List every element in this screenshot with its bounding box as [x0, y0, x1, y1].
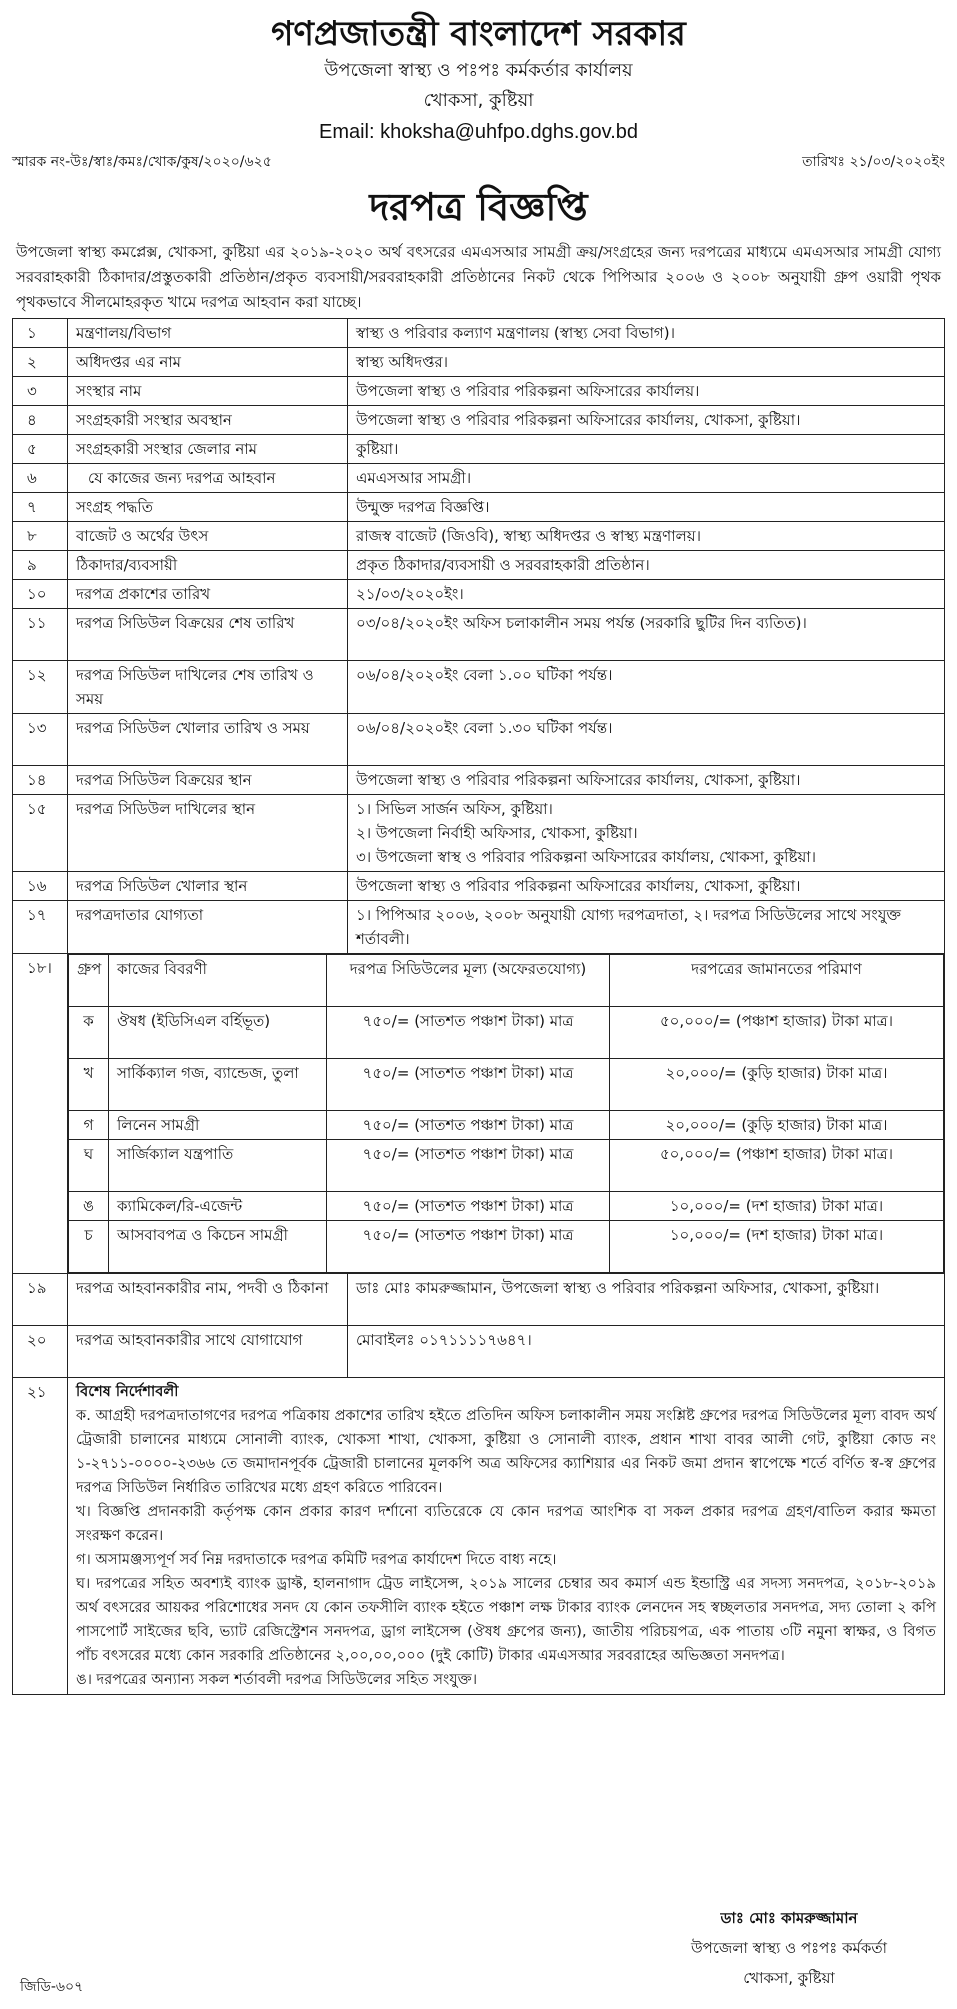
row-value: উপজেলা স্বাস্থ্য ও পরিবার পরিকল্পনা অফিসারের কার্যালয়, খোকসা, কুষ্টিয়া। — [348, 872, 945, 901]
row-label: দরপত্র সিডিউল দাখিলের স্থান — [68, 795, 348, 872]
group-fee: ৭৫০/= (সাতশত পঞ্চাশ টাকা) মাত্র — [327, 1140, 610, 1192]
group-table — [68, 954, 944, 1273]
row-value: ২১/০৩/২০২০ইং। — [348, 580, 945, 609]
instruction-umo: ঙ। দরপত্রের অন্যান্য সকল শর্তাবলী দরপত্র সিডিউলের সহিত সংযুক্ত। — [76, 1671, 478, 1688]
group-row — [69, 1059, 944, 1111]
office-location: খোকসা, কুষ্টিয়া — [423, 90, 534, 111]
table-row — [13, 406, 945, 435]
row-label: দরপত্র সিডিউল দাখিলের শেষ তারিখ ও সময় — [68, 661, 348, 714]
group-row — [69, 1007, 944, 1059]
row-value: ০৬/০৪/২০২০ইং বেলা ১.৩০ ঘটিকা পর্যন্ত। — [348, 714, 945, 766]
row-number: ১১ — [13, 609, 68, 661]
row-value: ডাঃ মোঃ কামরুজ্জামান, উপজেলা স্বাস্থ্য ও পরিবার পরিকল্পনা অফিসার, খোকসা, কুষ্টিয়া। — [348, 1274, 945, 1326]
row-label: দরপত্র সিডিউল খোলার তারিখ ও সময় — [68, 714, 348, 766]
submission-place-1: ১। সিভিল সার্জন অফিস, কুষ্টিয়া। — [356, 800, 553, 818]
table-row — [13, 348, 945, 377]
special-instructions — [68, 1378, 945, 1695]
group-security: ২০,০০০/= (কুড়ি হাজার) টাকা মাত্র। — [610, 1111, 944, 1140]
table-row — [13, 551, 945, 580]
row-number: ১৩ — [13, 714, 68, 766]
group-header-row — [69, 955, 944, 1007]
row-number: ৬ — [13, 464, 68, 493]
memo-date: তারিখঃ ২১/০৩/২০২০ইং — [802, 154, 945, 170]
group-fee: ৭৫০/= (সাতশত পঞ্চাশ টাকা) মাত্র — [327, 1007, 610, 1059]
table-row-17 — [13, 901, 945, 954]
table-row-20 — [13, 1326, 945, 1378]
row-number: ২০ — [13, 1326, 68, 1378]
group-letter: ক — [69, 1007, 109, 1059]
group-security: ২০,০০০/= (কুড়ি হাজার) টাকা মাত্র। — [610, 1059, 944, 1111]
row-number: ৫ — [13, 435, 68, 464]
group-row — [69, 1140, 944, 1192]
instruction-ka: ক. আগ্রহী দরপত্রদাতাগণের দরপত্র পত্রিকায় প্রকাশের তারিখ হইতে প্রতিদিন অফিস চলাকালীন সময় সংশ্লিষ্ট গ্রুপের দরপত্র সিডিউলের মূল্য বাবদ অর্থ ট্রেজারী চালানের মাধ্যমে সোনালী ব্যাংক, খোকসা শাখা, খোকসা, কুষ্টিয়া ও সোনালী ব্যাংক, প্রধান শাখা বাবর আলী গেট, কুষ্টিয়া কোড নং ১-২৭১১-০০০০-২৩৬৬ তে জমাদানপূর্বক ট্রেজারী চালানের মূলকপি অত্র অফিসের ক্যাশিয়ার এর নিকট জমা প্রদান স্বাপেক্ষে শর্তে বর্ণিত স্ব-স্ব গ্রুপের দরপত্র সিডিউল নির্ধারিত তারিখের মধ্যে গ্রহণ করিতে পারিবেন। — [76, 1407, 936, 1496]
instructions-heading: বিশেষ নির্দেশাবলী — [76, 1383, 179, 1400]
row-number: ৪ — [13, 406, 68, 435]
row-number: ১৭ — [13, 901, 68, 954]
row-value: উন্মুক্ত দরপত্র বিজ্ঞপ্তি। — [348, 493, 945, 522]
row-label: সংগ্রহ পদ্ধতি — [68, 493, 348, 522]
group-letter: ঙ — [69, 1192, 109, 1221]
row-value: কুষ্টিয়া। — [348, 435, 945, 464]
group-description: লিনেন সামগ্রী — [109, 1111, 327, 1140]
office-email: Email: khoksha@uhfpo.dghs.gov.bd — [318, 121, 638, 143]
signatory-place: খোকসা, কুষ্টিয়া — [743, 1969, 835, 1987]
memo-row — [12, 150, 945, 174]
group-description: সার্জিক্যাল যন্ত্রপাতি — [109, 1140, 327, 1192]
row-label: অধিদপ্তর এর নাম — [68, 348, 348, 377]
notice-title: দরপত্র বিজ্ঞপ্তি — [369, 185, 588, 229]
table-row-21 — [13, 1378, 945, 1695]
table-row-19 — [13, 1274, 945, 1326]
row-value: উপজেলা স্বাস্থ্য ও পরিবার পরিকল্পনা অফিসারের কার্যালয়, খোকসা, কুষ্টিয়া। — [348, 766, 945, 795]
row-label: দরপত্র সিডিউল বিক্রয়ের স্থান — [68, 766, 348, 795]
row-value: এমএসআর সামগ্রী। — [348, 464, 945, 493]
memo-number: স্মারক নং-উঃ/স্বাঃ/কমঃ/খোক/কুষ/২০২০/৬২৫ — [12, 154, 272, 170]
table-row-16 — [13, 872, 945, 901]
row-label: দরপত্র প্রকাশের তারিখ — [68, 580, 348, 609]
table-row — [13, 580, 945, 609]
row-number: ৯ — [13, 551, 68, 580]
description-header: কাজের বিবরণী — [109, 955, 327, 1007]
row-value: উপজেলা স্বাস্থ্য ও পরিবার পরিকল্পনা অফিসারের কার্যালয়। — [348, 377, 945, 406]
row-label: সংস্থার নাম — [68, 377, 348, 406]
row-label: মন্ত্রণালয়/বিভাগ — [68, 319, 348, 348]
schedule-fee-header: দরপত্র সিডিউলের মূল্য (অফেরতযোগ্য) — [327, 955, 610, 1007]
group-table-cell — [68, 954, 945, 1274]
intro-paragraph: উপজেলা স্বাস্থ্য কমপ্লেক্স, খোকসা, কুষ্টিয়া এর ২০১৯-২০২০ অর্থ বৎসরের এমএসআর সামগ্রী ক্রয়/সংগ্রহের জন্য দরপত্রের মাধ্যমে এমএসআর সামগ্রী যোগ্য সরবরাহকারী ঠিকাদার/প্রস্তুতকারী প্রতিষ্ঠান/প্রকৃত ব্যবসায়ী/সরবরাহকারী প্রতিষ্ঠানের নিকট থেকে পিপিআর ২০০৬ ও ২০০৮ অনুযায়ী গ্রুপ ওয়ারী পৃথক পৃথকভাবে সীলমোহরকৃত খামে দরপত্র আহবান করা যাচ্ছে। — [16, 243, 941, 311]
table-row-15 — [13, 795, 945, 872]
instruction-kha: খ। বিজ্ঞপ্তি প্রদানকারী কর্তৃপক্ষ কোন প্রকার কারণ দর্শানো ব্যতিরেকে যে কোন দরপত্র আংশিক বা সকল প্রকার দরপত্র গ্রহণ/বাতিল করার ক্ষমতা সংরক্ষণ করেন। — [76, 1503, 936, 1544]
row-label: যে কাজের জন্য দরপত্র আহবান — [68, 464, 348, 493]
table-row — [13, 464, 945, 493]
table-row — [13, 522, 945, 551]
row-number: ৭ — [13, 493, 68, 522]
row-label: দরপত্র আহবানকারীর সাথে যোগাযোগ — [68, 1326, 348, 1378]
security-header: দরপত্রের জামানতের পরিমাণ — [610, 955, 944, 1007]
row-number: ৩ — [13, 377, 68, 406]
row-number: ৮ — [13, 522, 68, 551]
table-row — [13, 661, 945, 714]
row-number: ১৮। — [13, 954, 68, 1274]
instruction-ga: গ। অসামঞ্জস্যপূর্ণ সর্ব নিম্ন দরদাতাকে দরপত্র কমিটি দরপত্র কার্যাদেশ দিতে বাধ্য নহে। — [76, 1551, 557, 1568]
tender-details-table — [12, 318, 945, 1695]
row-label: সংগ্রহকারী সংস্থার অবস্থান — [68, 406, 348, 435]
row-label: দরপত্রদাতার যোগ্যতা — [68, 901, 348, 954]
row-value: ০৩/০৪/২০২০ইং অফিস চলাকালীন সময় পর্যন্ত (সরকারি ছুটির দিন ব্যতিত)। — [348, 609, 945, 661]
group-security: ৫০,০০০/= (পঞ্চাশ হাজার) টাকা মাত্র। — [610, 1140, 944, 1192]
row-number: ১ — [13, 319, 68, 348]
row-number: ১২ — [13, 661, 68, 714]
row-label: দরপত্র আহবানকারীর নাম, পদবী ও ঠিকানা — [68, 1274, 348, 1326]
table-row — [13, 377, 945, 406]
group-fee: ৭৫০/= (সাতশত পঞ্চাশ টাকা) মাত্র — [327, 1192, 610, 1221]
row-value: উপজেলা স্বাস্থ্য ও পরিবার পরিকল্পনা অফিসারের কার্যালয়, খোকসা, কুষ্টিয়া। — [348, 406, 945, 435]
footer-code: জিডি-৬০৭ — [20, 1979, 84, 1995]
group-row — [69, 1111, 944, 1140]
signatory-designation: উপজেলা স্বাস্থ্য ও পঃপঃ কর্মকর্তা — [691, 1939, 887, 1957]
submission-place-2: ২। উপজেলা নির্বাহী অফিসার, খোকসা, কুষ্টিয়া। — [356, 824, 638, 842]
row-number: ১৬ — [13, 872, 68, 901]
row-number: ১৫ — [13, 795, 68, 872]
row-label: দরপত্র সিডিউল খোলার স্থান — [68, 872, 348, 901]
submission-place-3: ৩। উপজেলা স্বাস্থ ও পরিবার পরিকল্পনা অফিসারের কার্যালয়, খোকসা, কুষ্টিয়া। — [356, 848, 817, 866]
simple-rows — [13, 319, 945, 1695]
group-row — [69, 1192, 944, 1221]
row-number: ২ — [13, 348, 68, 377]
group-security: ৫০,০০০/= (পঞ্চাশ হাজার) টাকা মাত্র। — [610, 1007, 944, 1059]
office-name: উপজেলা স্বাস্থ্য ও পঃপঃ কর্মকর্তার কার্যালয় — [324, 60, 633, 81]
row-label: দরপত্র সিডিউল বিক্রয়ের শেষ তারিখ — [68, 609, 348, 661]
group-letter: ঘ — [69, 1140, 109, 1192]
row-value: মোবাইলঃ ০১৭১১১১৭৬৪৭। — [348, 1326, 945, 1378]
table-row — [13, 714, 945, 766]
group-security: ১০,০০০/= (দশ হাজার) টাকা মাত্র। — [610, 1192, 944, 1221]
table-row — [13, 609, 945, 661]
row-value: ০৬/০৪/২০২০ইং বেলা ১.০০ ঘটিকা পর্যন্ত। — [348, 661, 945, 714]
group-letter: খ — [69, 1059, 109, 1111]
table-row — [13, 435, 945, 464]
instruction-gha: ঘ। দরপত্রের সহিত অবশ্যই ব্যাংক ড্রাফ্ট, হালনাগাদ ট্রেড লাইসেন্স, ২০১৯ সালের চেম্বার অব কমার্স এন্ড ইন্ডাস্ট্রি এর সদস্য সনদপত্র, ২০১৮-২০১৯ অর্থ বৎসরের আয়কর পরিশোধের সনদ যে কোন তফসীলি ব্যাংক হইতে পঞ্চাশ লক্ষ টাকার ব্যাংক লেনদেন সহ স্বচ্ছলতার সনদপত্র, সদ্য তোলা ২ কপি পাসপোর্ট সাইজের ছবি, ভ্যাট রেজিস্ট্রেশন সনদপত্র, ড্রাগ লাইসেন্স (ঔষধ গ্রুপের জন্য), জাতীয় পরিচয়পত্র, এক পাতায় ৩টি নমুনা স্বাক্ষর, ও বিগত পাঁচ বৎসরের মধ্যে কোন সরকারি প্রতিষ্ঠানের ২,০০,০০,০০০ (দুই কোটি) টাকার এমএসআর সরবরাহের অভিজ্ঞতা সনদপত্র। — [76, 1575, 936, 1664]
row-value: স্বাস্থ্য ও পরিবার কল্যাণ মন্ত্রণালয় (স্বাস্থ্য সেবা বিভাগ)। — [348, 319, 945, 348]
row-number: ১৪ — [13, 766, 68, 795]
row-value: ১। পিপিআর ২০০৬, ২০০৮ অনুযায়ী যোগ্য দরপত্রদাতা, ২। দরপত্র সিডিউলের সাথে সংযুক্ত শর্তাবলী। — [348, 901, 945, 954]
group-security: ১০,০০০/= (দশ হাজার) টাকা মাত্র। — [610, 1221, 944, 1273]
group-fee: ৭৫০/= (সাতশত পঞ্চাশ টাকা) মাত্র — [327, 1059, 610, 1111]
header — [12, 12, 945, 148]
row-label: ঠিকাদার/ব্যবসায়ী — [68, 551, 348, 580]
group-letter: গ — [69, 1111, 109, 1140]
row-number: ২১ — [13, 1378, 68, 1695]
row-value: রাজস্ব বাজেট (জিওবি), স্বাস্থ্য অধিদপ্তর ও স্বাস্থ্য মন্ত্রণালয়। — [348, 522, 945, 551]
table-row — [13, 493, 945, 522]
group-row — [69, 1221, 944, 1273]
row-number: ১০ — [13, 580, 68, 609]
row-label: সংগ্রহকারী সংস্থার জেলার নাম — [68, 435, 348, 464]
group-description: ক্যামিকেল/রি-এজেন্ট — [109, 1192, 327, 1221]
signatory-name: ডাঃ মোঃ কামরুজ্জামান — [720, 1909, 858, 1927]
row-label: বাজেট ও অর্থের উৎস — [68, 522, 348, 551]
table-row-18 — [13, 954, 945, 1274]
group-letter: চ — [69, 1221, 109, 1273]
group-description: সার্কিক্যাল গজ, ব্যান্ডেজ, তুলা — [109, 1059, 327, 1111]
table-row — [13, 766, 945, 795]
group-header: গ্রুপ — [69, 955, 109, 1007]
row-value: প্রকৃত ঠিকাদার/ব্যবসায়ী ও সরবরাহকারী প্রতিষ্ঠান। — [348, 551, 945, 580]
table-row — [13, 319, 945, 348]
signature-block — [691, 1903, 887, 1993]
government-title: গণপ্রজাতন্ত্রী বাংলাদেশ সরকার — [271, 14, 686, 54]
group-description: ঔষধ (ইডিসিএল বর্হিভূত) — [109, 1007, 327, 1059]
group-fee: ৭৫০/= (সাতশত পঞ্চাশ টাকা) মাত্র — [327, 1111, 610, 1140]
row-number: ১৯ — [13, 1274, 68, 1326]
row-value: স্বাস্থ্য অধিদপ্তর। — [348, 348, 945, 377]
group-fee: ৭৫০/= (সাতশত পঞ্চাশ টাকা) মাত্র — [327, 1221, 610, 1273]
group-description: আসবাবপত্র ও কিচেন সামগ্রী — [109, 1221, 327, 1273]
row-value — [348, 795, 945, 872]
